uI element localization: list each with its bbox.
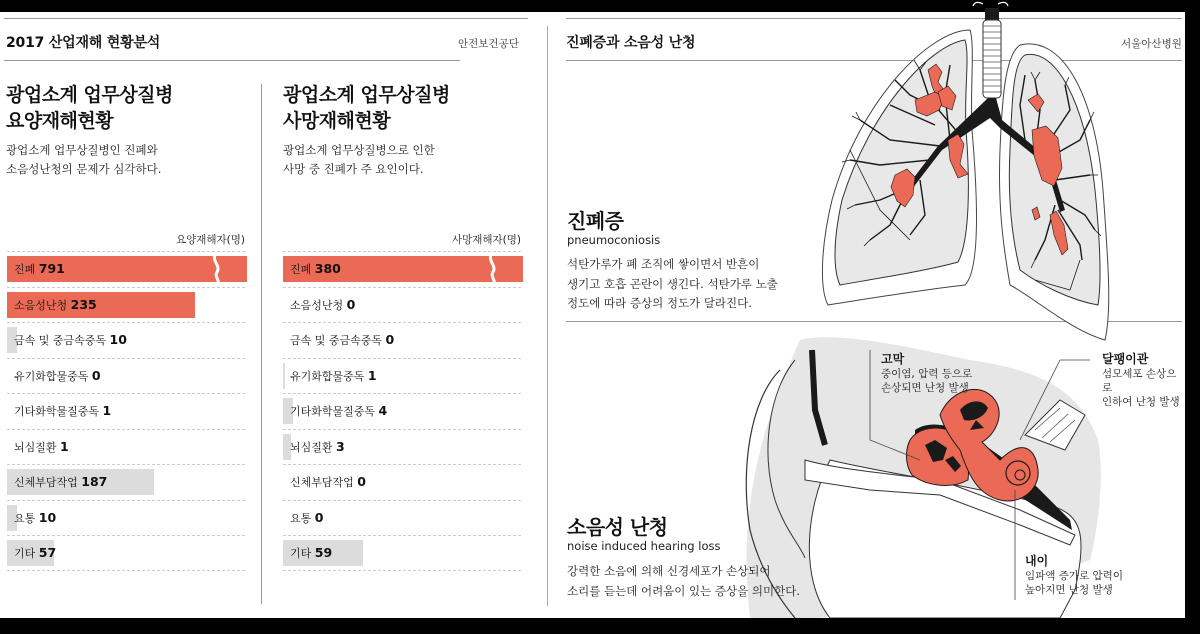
col2-description (283, 141, 435, 179)
category-name: 기타 (290, 547, 312, 560)
category-value: 0 (91, 367, 101, 383)
hearing-line1: 강력한 소음에 의해 신경세포가 손상되어 (567, 564, 771, 578)
bar-row (7, 358, 245, 394)
bar-label (14, 510, 56, 526)
category-name: 소음성난청 (290, 298, 344, 312)
bar-row (283, 429, 521, 465)
col2-title-line1: 광업소계 업무상질병 (283, 84, 450, 106)
category-value: 1 (367, 367, 377, 383)
bar-row (7, 322, 245, 358)
category-value: 791 (38, 261, 65, 276)
eardrum-title: 고막 (881, 352, 905, 366)
bar-label (290, 474, 366, 490)
category-name: 기타화학물질중독 (290, 405, 376, 418)
pneumo-line3: 정도에 따라 증상의 정도가 달라진다. (567, 296, 752, 310)
col1-axis-label: 요양재해자(명) (175, 234, 245, 246)
col1-bar-chart (7, 251, 245, 571)
bar-row (283, 535, 521, 571)
cochlea-title: 달팽이관 (1102, 352, 1149, 366)
bar-row (283, 464, 521, 500)
col1-title (6, 82, 173, 134)
bar-row (7, 500, 245, 536)
category-value: 1 (102, 403, 112, 418)
category-value: 10 (38, 509, 57, 525)
category-name: 소음성난청 (14, 298, 68, 312)
eardrum-text (881, 367, 972, 395)
hearing-english: noise induced hearing loss (567, 539, 721, 553)
category-name: 신체부담작업 (14, 476, 78, 489)
col1-desc-line1: 광업소계 업무상질병인 진폐와 (6, 143, 158, 157)
category-value: 187 (81, 474, 108, 489)
bar-label (14, 261, 65, 277)
col2-bar-chart (283, 251, 521, 571)
bar-row (7, 464, 245, 500)
col2-desc-line2: 사망 중 진폐가 주 요인이다. (283, 162, 424, 176)
cochlea-text (1102, 367, 1185, 409)
inner-ear-text (1025, 569, 1123, 597)
bar-label (14, 332, 127, 348)
bar-row (283, 500, 521, 536)
infographic-page (0, 12, 1185, 618)
category-value: 235 (70, 296, 97, 312)
section-title-right: 진폐증과 소음성 난청 (566, 35, 696, 51)
bar-label (14, 368, 101, 384)
hearing-description (567, 562, 800, 601)
bar-row (283, 287, 521, 323)
bar (283, 363, 285, 389)
cochlea-line1: 섬모세포 손상으로 (1102, 368, 1177, 394)
bar-row (283, 358, 521, 394)
lung-illustration (820, 0, 1120, 345)
col1-description (6, 141, 161, 179)
bar-label (290, 297, 355, 313)
category-value: 3 (336, 438, 345, 454)
pneumo-title: 진폐증 (567, 209, 624, 233)
source-left: 안전보건공단 (458, 38, 519, 50)
bar-label (14, 439, 69, 455)
bar-row (283, 322, 521, 358)
bar-label (290, 403, 387, 419)
category-value: 0 (314, 509, 324, 525)
eardrum-line2: 손상되면 난청 발생 (881, 382, 969, 394)
top-rule (4, 18, 528, 19)
col2-title-line2: 사망재해현황 (283, 110, 391, 132)
pneumo-english: pneumoconiosis (567, 233, 661, 247)
category-name: 요통 (14, 511, 36, 525)
pneumo-line1: 석탄가루가 폐 조직에 쌓이면서 반흔이 (567, 257, 760, 271)
col2-desc-line1: 광업소계 업무상질병으로 인한 (283, 143, 435, 157)
bar-row (283, 251, 521, 287)
bar-row (283, 393, 521, 429)
category-name: 뇌심질환 (290, 440, 333, 454)
category-name: 금속 및 중금속중독 (290, 334, 383, 347)
category-name: 유기화합물중독 (14, 369, 89, 383)
cochlea-line2: 인하여 난청 발생 (1102, 396, 1180, 408)
bar-label (290, 510, 323, 526)
category-name: 기타 (14, 547, 36, 560)
bar-row (7, 251, 245, 287)
col1-desc-line2: 소음성난청의 문제가 심각하다. (6, 162, 162, 176)
category-name: 진폐 (14, 263, 36, 276)
category-name: 기타화학물질중독 (14, 405, 100, 418)
axis-break-icon (487, 254, 499, 284)
bar-label (290, 439, 345, 455)
bar-label (290, 545, 332, 561)
bar-label (14, 474, 107, 490)
pneumo-line2: 생기고 호흡 곤란이 생긴다. 석탄가루 노출 (567, 276, 778, 291)
col1-title-line2: 요양재해현황 (6, 110, 114, 132)
source-right: 서울아산병원 (1121, 38, 1182, 50)
bar-label (14, 297, 97, 313)
section-title-left: 2017 산업재해 현황분석 (6, 35, 161, 51)
bar-label (290, 368, 377, 384)
bar-row (7, 393, 245, 429)
category-value: 10 (109, 332, 127, 347)
category-value: 0 (357, 474, 366, 489)
category-name: 유기화합물중독 (290, 369, 365, 383)
category-name: 금속 및 중금속중독 (14, 334, 107, 347)
category-name: 진폐 (290, 263, 312, 276)
col2-title (283, 82, 450, 134)
bar-row (7, 287, 245, 323)
hearing-title: 소음성 난청 (567, 515, 668, 539)
category-value: 4 (378, 403, 388, 418)
category-value: 0 (346, 296, 356, 312)
pneumo-description (567, 255, 778, 314)
category-value: 380 (314, 261, 341, 276)
category-name: 신체부담작업 (290, 476, 354, 489)
hearing-line2: 소리를 듣는데 어려움이 있는 증상을 의미한다. (567, 583, 801, 598)
bar-row (7, 535, 245, 571)
col1-title-line1: 광업소계 업무상질병 (6, 84, 173, 106)
column-divider (261, 84, 262, 604)
category-name: 뇌심질환 (14, 440, 57, 454)
bar-label (290, 261, 341, 277)
bar-row (7, 429, 245, 465)
category-value: 0 (385, 332, 395, 347)
bar-label (14, 403, 111, 419)
category-name: 요통 (290, 511, 312, 525)
category-value: 1 (60, 438, 69, 454)
eardrum-line1: 중이염, 압력 등으로 (881, 368, 973, 380)
inner-ear-line1: 임파액 증가로 압력이 (1025, 570, 1123, 582)
inner-ear-title: 내이 (1025, 554, 1049, 568)
bar-label (14, 545, 56, 561)
axis-break-icon (211, 254, 223, 284)
category-value: 59 (314, 545, 333, 560)
col2-axis-label: 사망재해자(명) (451, 234, 521, 246)
section-divider (547, 26, 548, 606)
bar-label (290, 332, 394, 348)
header-rule-left (4, 60, 460, 61)
inner-ear-line2: 높아지면 난청 발생 (1025, 584, 1113, 596)
category-value: 57 (38, 545, 57, 560)
